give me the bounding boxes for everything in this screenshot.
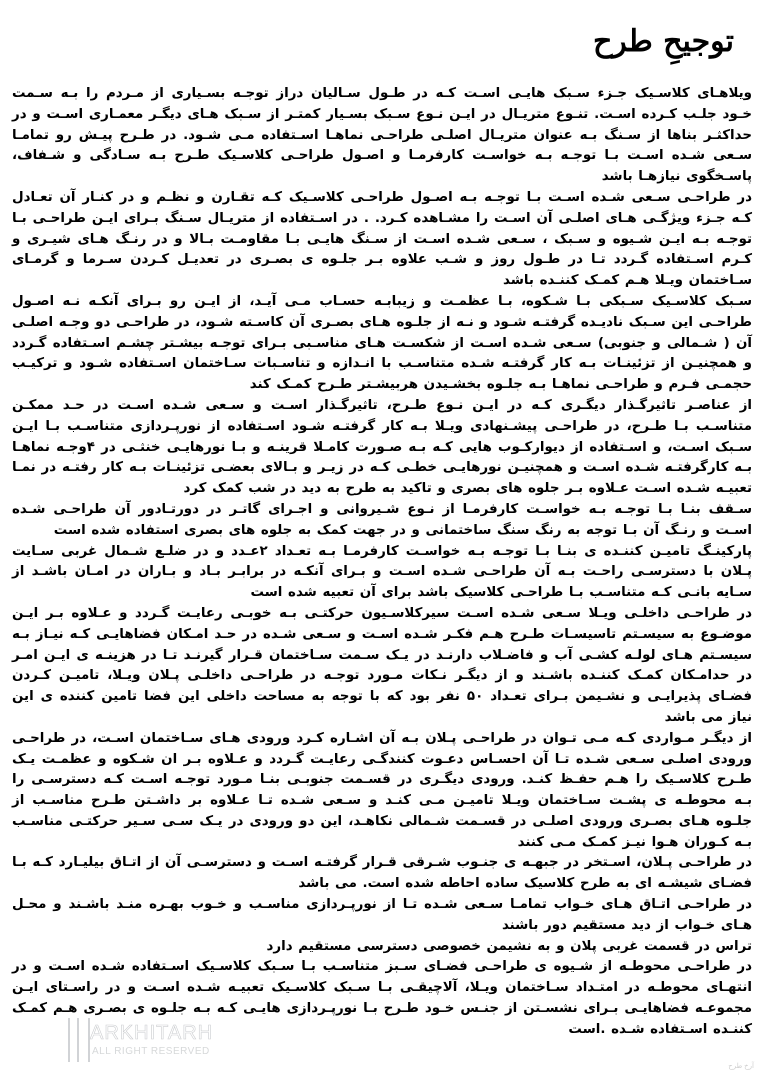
paragraph-entrances: از دیگـر مـواردی کـه مـی تـوان در طراحـی پـلان بـه آن اشـاره کـرد ورودی هـای سـاختمان اسـت، در طراحـی ورودی اصلـی سـعی شـده تـا آن احسـاس دعـوت کنندگـی رعایـت گـردد و عـلاوه بـر ان شـکوه و عظمـت یـک طـرح کلاسـیک را هـم حفـظ کنـد. ورودی دیگـری در قسـمت جنوبـی بنـا مـورد توجـه اسـت کـه دسترسـی را بـه محوطـه ی پشـت سـاختمان ویـلا تامیـن مـی کنـد و سـعی شـده تـا عـلاوه بر داشـتن طـرح مناسـب از جلـوه هـای بصـری ورودی اصلـی در قسـمت شـمالی نکاهـد، این دو ورودی در یـک سـی سـیر حرکتـی مناسـب بـه کـوران هـوا نیـز کمـک مـی کنند	[12, 730, 752, 850]
watermark-brand: ARKHITARH	[90, 1022, 214, 1044]
paragraph-terrace: تراس در قسمت غربی پلان و به نشیمن خصوصی دسترسی مستقیم دارد	[266, 938, 752, 954]
paragraph-bedrooms: در طراحـی اتـاق هـای خـواب تمامـا سـعی شـده تـا از نورپـردازی مناسـب و خـوب بهـره منـد باشـند و محـل هـای خـواب از دید مستقیم دور باشند	[12, 897, 752, 933]
paragraph-intro: ویلاهـای کلاسـیک جـزء سـبک هایـی اسـت کـه در طـول سـالیان دراز توجـه بسـیاری از مـردم را بـه سـمت خـود جلـب کـرده اسـت. تنـوع متریـال در ایـن نـوع سـبک بسـیار کمتـر از سـبک هـای دیگـر معمـاری اسـت و در حداکثـر بناها از سـنگ بـه عنوان متریـال اصلـی طراحـی نماهـا اسـتفاده مـی شـود. در طـرح پیـش رو تمامـا سـعی شـده اسـت بـا توجـه بـه خواسـت کارفرمـا و اصـول طراحـی کلاسـیک طـرح بـه سـادگی و شـفاف، پاسـخگوی نیازهـا باشد	[12, 86, 752, 185]
paragraph-lighting: از عناصـر تاثیرگـذار دیگـری کـه در ایـن نـوع طـرح، تاثیرگـذار اسـت و سـعی شـده اسـت در حـد ممکـن متناسـب بـا طـرح، در طراحـی پیشـنهادی ویـلا بـه کار گرفتـه شـود اسـتفاده از نورپـردازی متناسـب بـا ایـن سـبک اسـت، و اسـتفاده از دیوارکـوب هایی کـه بـه صـورت کامـلا قرینـه و بـا نورهایـی خنثـی در ۴وجـه نماهـا بـه کارگرفتـه شـده اسـت و همچنیـن نورهایـی خطـی کـه در زیـر و بـالای بعضـی تزئینـات بـه کار رفتـه در نمـا تعبیـه شـده اسـت عـلاوه بـر جلوه های بصری و تاکید به طرح به دید در شب کمک کرد	[12, 397, 752, 497]
paragraph-landscape: در طراحـی محوطـه از شـیوه ی طراحـی فضـای سـبز متناسـب بـا سـبک کلاسـیک اسـتفاده شـده اسـت و در انتهـای محوطـه در امتـداد سـاختمان ویـلا، آلاچیقـی بـا سـبک کلاسـیک تعبیـه شـده اسـت و در راسـتای ایـن مجموعـه فضاهایـی بـرای نشسـتن از جنـس خـود طـرح بـا نورپـردازی هایـی کـه بـه جلـوه ی بصـری هـم کمـک کننـده اسـتفاده شـده .است	[12, 959, 752, 1037]
paragraph-stone-material: در طراحـی سـعی شـده اسـت بـا توجـه بـه اصـول طراحـی کلاسـیک کـه تقـارن و نظـم و در کنـار آن تعـادل کـه جـزء ویژگـی هـای اصلـی آن اسـت را مشـاهده کـرد. . در اسـتفاده از متریـال سـنگ بـرای ایـن طراحـی بـا توجـه بـه ایـن شـیوه و سـبک ، سـعی شـده اسـت از سـنگ هایـی بـا مقاومـت بـالا و در رنـگ هـای شیـری و کـرم اسـتفاده گـردد تـا در طـول روز و شـب علاوه بـر جلـوه ی بصـری در تعدیـل کـردن سـرما و گرمـای سـاختمان ویـلا هـم کمـک کننـده باشد	[12, 189, 752, 289]
corner-watermark: آرخ طرح	[728, 1063, 754, 1070]
paragraph-classic-style: سـبک کلاسـیک سـبکی بـا شـکوه، بـا عظمـت و زیبابـه حسـاب مـی آیـد، از ایـن رو بـرای آنکـه نـه اصـول طراحـی این سـبک نادیـده گرفتـه شـود و نـه از جلـوه هـای بصـری آن کاسـته شـود، در طراحـی دو وجـه اصلـی آن ( شـمالی و جنوبی) سـعی شـده اسـت از شکسـت هـای مناسـبی بـرای توجـه بیشـتر چشـم اسـتفاده گـردد و همچنیـن از تزئینـات بـه کار گرفتـه شـده متناسـب با انـدازه و تناسـبات سـاختمان اسـتفاده شـود و ترکیـب حجمـی فـرم و طراحـی نماهـا بـه جلـوه بخشـیدن هربیشـتر طـرح کمـک کند	[12, 293, 752, 393]
document-page	[12, 0, 752, 1041]
paragraph-pool: در طراحـی پـلان، اسـتخر در جبهـه ی جنـوب شـرقی قـرار گرفتـه اسـت و دسترسـی آن از اتـاق بیلیـارد کـه بـا فضـای شیشـه ای به طرح کلاسیک ساده احاطه شده است. می باشد	[12, 855, 752, 892]
watermark-rights: ALL RIGHT RESERVED	[92, 1046, 210, 1057]
paragraph-interior: در طراحـی داخلـی ویـلا سـعی شـده اسـت سیرکلاسـیون حرکتـی بـه خوبـی رعایـت گـردد و عـلاوه بـر ایـن موضـوع به سیسـتم تاسیسـات طـرح هـم فکـر شـده اسـت و سـعی شـده در حـد امـکان فضاهایـی کـه نیـاز بـه سیسـتم هـای لولـه کشـی آب و فاضـلاب دارنـد در یـک سـمت سـاختمان قـرار گیرنـد تـا در هزینـه ی ایـن امـر در حدامـکان کمـک کننـده باشـند و از دیگـر نـکات مـورد توجـه در طراحـی داخلـی پـلان ویـلا، تامیـن کـردن فضـای پذیرایـی و نشـیمن بـرای تعـداد ۵۰ نفر بود که با توجه به مساحت داخلی این فضا تامین کننده ی این نیاز می باشد	[12, 605, 752, 725]
page-title: توجیحِ طرح	[592, 24, 734, 59]
paragraph-parking: پارکینـگ تامیـن کننـده ی بنـا بـا توجـه بـه خواسـت کارفرمـا بـه تعـداد ۲عـدد و در ضلـع شـمال غربی سـایت پـلان با دسترسـی راحـت بـه آن طراحـی شـده اسـت و بـرای آنکـه در برابـر بـاد و بـاران در امـان باشـد از سـایه بانـی کـه متناسـب بـا طراحـی کلاسیک باشد برای آن تعبیه شده است	[12, 543, 752, 601]
paragraph-roof: سـقف بنـا بـا توجـه بـه خواسـت کارفرمـا از نـوع شـیروانی و اجـرای گاتـر در دورتـادور آن طراحـی شـده اسـت و رنـگ آن بـا توجه به رنگ سنگ ساختمانی و در جهت کمک به جلوه های بصری استفاده شده است	[12, 501, 752, 538]
